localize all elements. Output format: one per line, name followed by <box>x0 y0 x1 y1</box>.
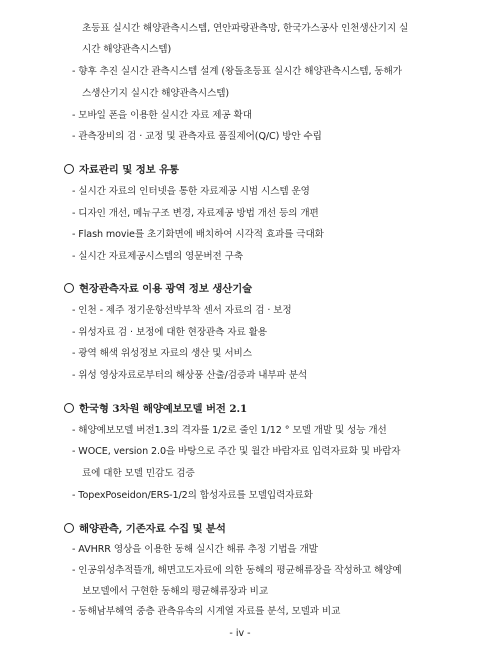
intro-line: - 향후 추진 실시간 관측시스템 설계 (왕돌초등표 실시간 해양관측시스템, 동해가 <box>72 66 402 77</box>
intro-line: - 모바일 폰을 이용한 실시간 자료 제공 확대 <box>72 110 252 121</box>
bullet-line: - 인천 - 제주 정기운항선박부착 센서 자료의 검 · 보정 <box>72 305 292 316</box>
page-number: - iv - <box>229 628 251 639</box>
bullet-line: - 위성 영상자료로부터의 해상풍 산출/검증과 내부파 분석 <box>72 370 308 381</box>
bullet-line: - 해양예보모델 버전1.3의 격자를 1/2로 줄인 1/12 ° 모델 개발 및 성능 개선 <box>72 425 387 436</box>
bullet-line: - 실시간 자료제공시스템의 영문버전 구축 <box>72 251 244 262</box>
bullet-line: - 동해남부해역 중층 관측유속의 시계열 자료를 분석, 모델과 비교 <box>72 606 341 617</box>
circle-bullet-icon <box>64 523 74 533</box>
intro-line: - 관측장비의 검 · 교정 및 관측자료 품질제어(Q/C) 방안 수립 <box>72 131 322 142</box>
intro-line: 초등표 실시간 해양관측시스템, 연안파랑관측망, 한국가스공사 인천생산기지 실 <box>82 23 409 34</box>
section-title: 한국형 3차원 해양예보모델 버전 2.1 <box>79 403 248 415</box>
circle-bullet-icon <box>64 164 74 174</box>
bullet-line: - AVHRR 영상을 이용한 동해 실시간 해류 추정 기법을 개발 <box>72 544 318 555</box>
bullet-line: - 광역 해색 위성정보 자료의 생산 및 서비스 <box>72 348 252 359</box>
bullet-line: - 실시간 자료의 인터넷을 통한 자료제공 시범 시스템 운영 <box>72 186 310 197</box>
section-title: 해양관측, 기존자료 수집 및 분석 <box>79 523 226 535</box>
bullet-line: - TopexPoseidon/ERS-1/2의 합성자료를 모델입력자료화 <box>72 490 313 501</box>
circle-bullet-icon <box>64 283 74 293</box>
intro-line: 스생산기지 실시간 해양관측시스템) <box>82 88 230 99</box>
bullet-line: 보모델에서 구현한 동해의 평균해류장과 비교 <box>82 586 268 597</box>
bullet-line: - WOCE, version 2.0을 바탕으로 주간 및 월간 바람자료 입력자료화 및 바람자 <box>72 446 401 457</box>
bullet-line: - 디자인 개선, 메뉴구조 변경, 자료제공 방법 개선 등의 개편 <box>72 208 319 219</box>
bullet-line: - Flash movie를 초기화면에 배치하여 시각적 효과를 극대화 <box>72 229 324 240</box>
bullet-line: - 인공위성추적뜰개, 해면고도자료에 의한 동해의 평균해류장을 작성하고 해양예 <box>72 565 402 576</box>
intro-line: 시간 해양관측시스템) <box>82 44 172 55</box>
bullet-line: 료에 대한 모델 민감도 검증 <box>82 468 195 479</box>
section-title: 자료관리 및 정보 유통 <box>79 164 179 176</box>
section-heading <box>64 164 179 177</box>
section-heading <box>64 403 247 416</box>
section-heading <box>64 523 226 536</box>
section-heading <box>64 283 252 296</box>
bullet-line: - 위성자료 검 · 보정에 대한 현장관측 자료 활용 <box>72 327 267 338</box>
section-title: 현장관측자료 이용 광역 정보 생산기술 <box>79 283 253 295</box>
circle-bullet-icon <box>64 403 74 413</box>
